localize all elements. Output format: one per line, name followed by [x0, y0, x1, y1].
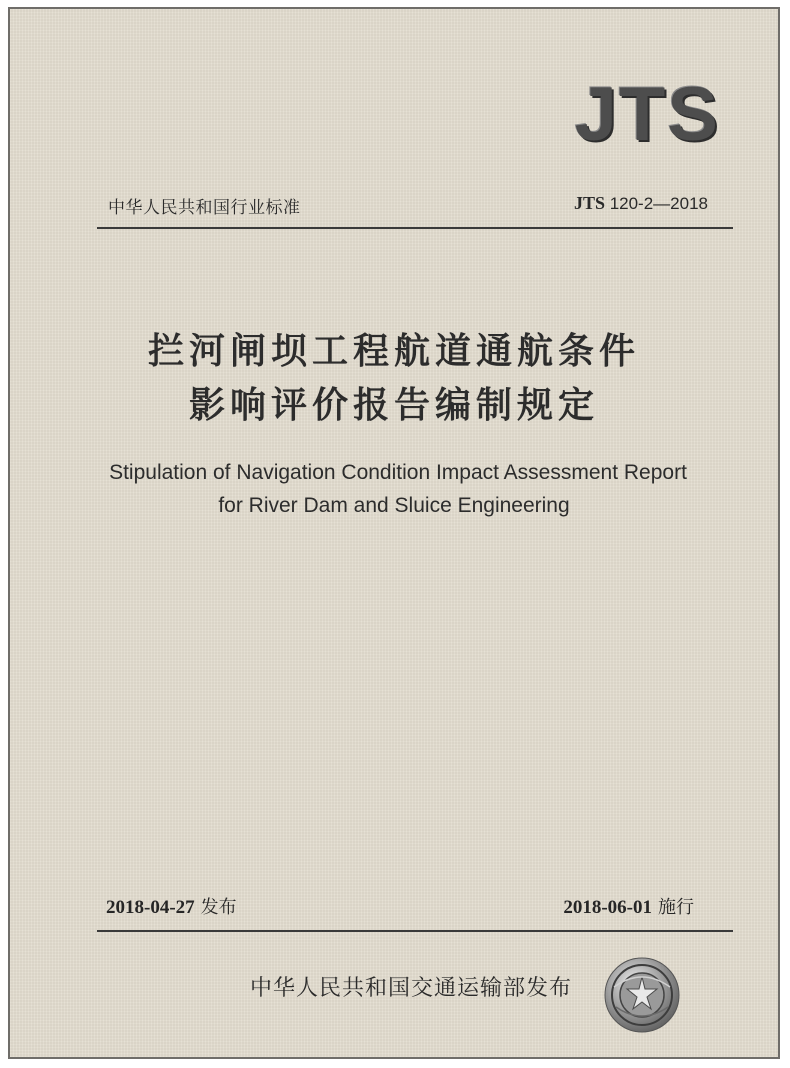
book-cover — [8, 7, 780, 1059]
title-cn-line-2: 影响评价报告编制规定 — [188, 384, 599, 426]
standard-code — [574, 193, 708, 214]
standard-prefix: JTS — [573, 193, 605, 213]
title-cn-line-1: 拦河闸坝工程航道通航条件 — [147, 330, 640, 372]
effective-date-label: 施行 — [658, 897, 694, 918]
jts-logo: JTS — [574, 72, 720, 157]
issue-date — [106, 893, 237, 919]
standard-number: 120-2—2018 — [604, 194, 708, 213]
title-en-line-2: for River Dam and Sluice Engineering — [218, 494, 570, 517]
title-en-line-1: Stipulation of Navigation Condition Impact Assessment Report — [109, 461, 687, 484]
effective-date — [563, 893, 694, 919]
top-divider — [97, 227, 733, 229]
effective-date-value: 2018-06-01 — [563, 897, 652, 918]
hologram-seal-icon — [604, 957, 680, 1033]
standard-category: 中华人民共和国行业标准 — [108, 198, 301, 218]
issue-date-value: 2018-04-27 — [106, 897, 195, 918]
publisher: 中华人民共和国交通运输部发布 — [250, 976, 573, 1001]
issue-date-label: 发布 — [200, 897, 237, 918]
bottom-divider — [97, 930, 733, 932]
